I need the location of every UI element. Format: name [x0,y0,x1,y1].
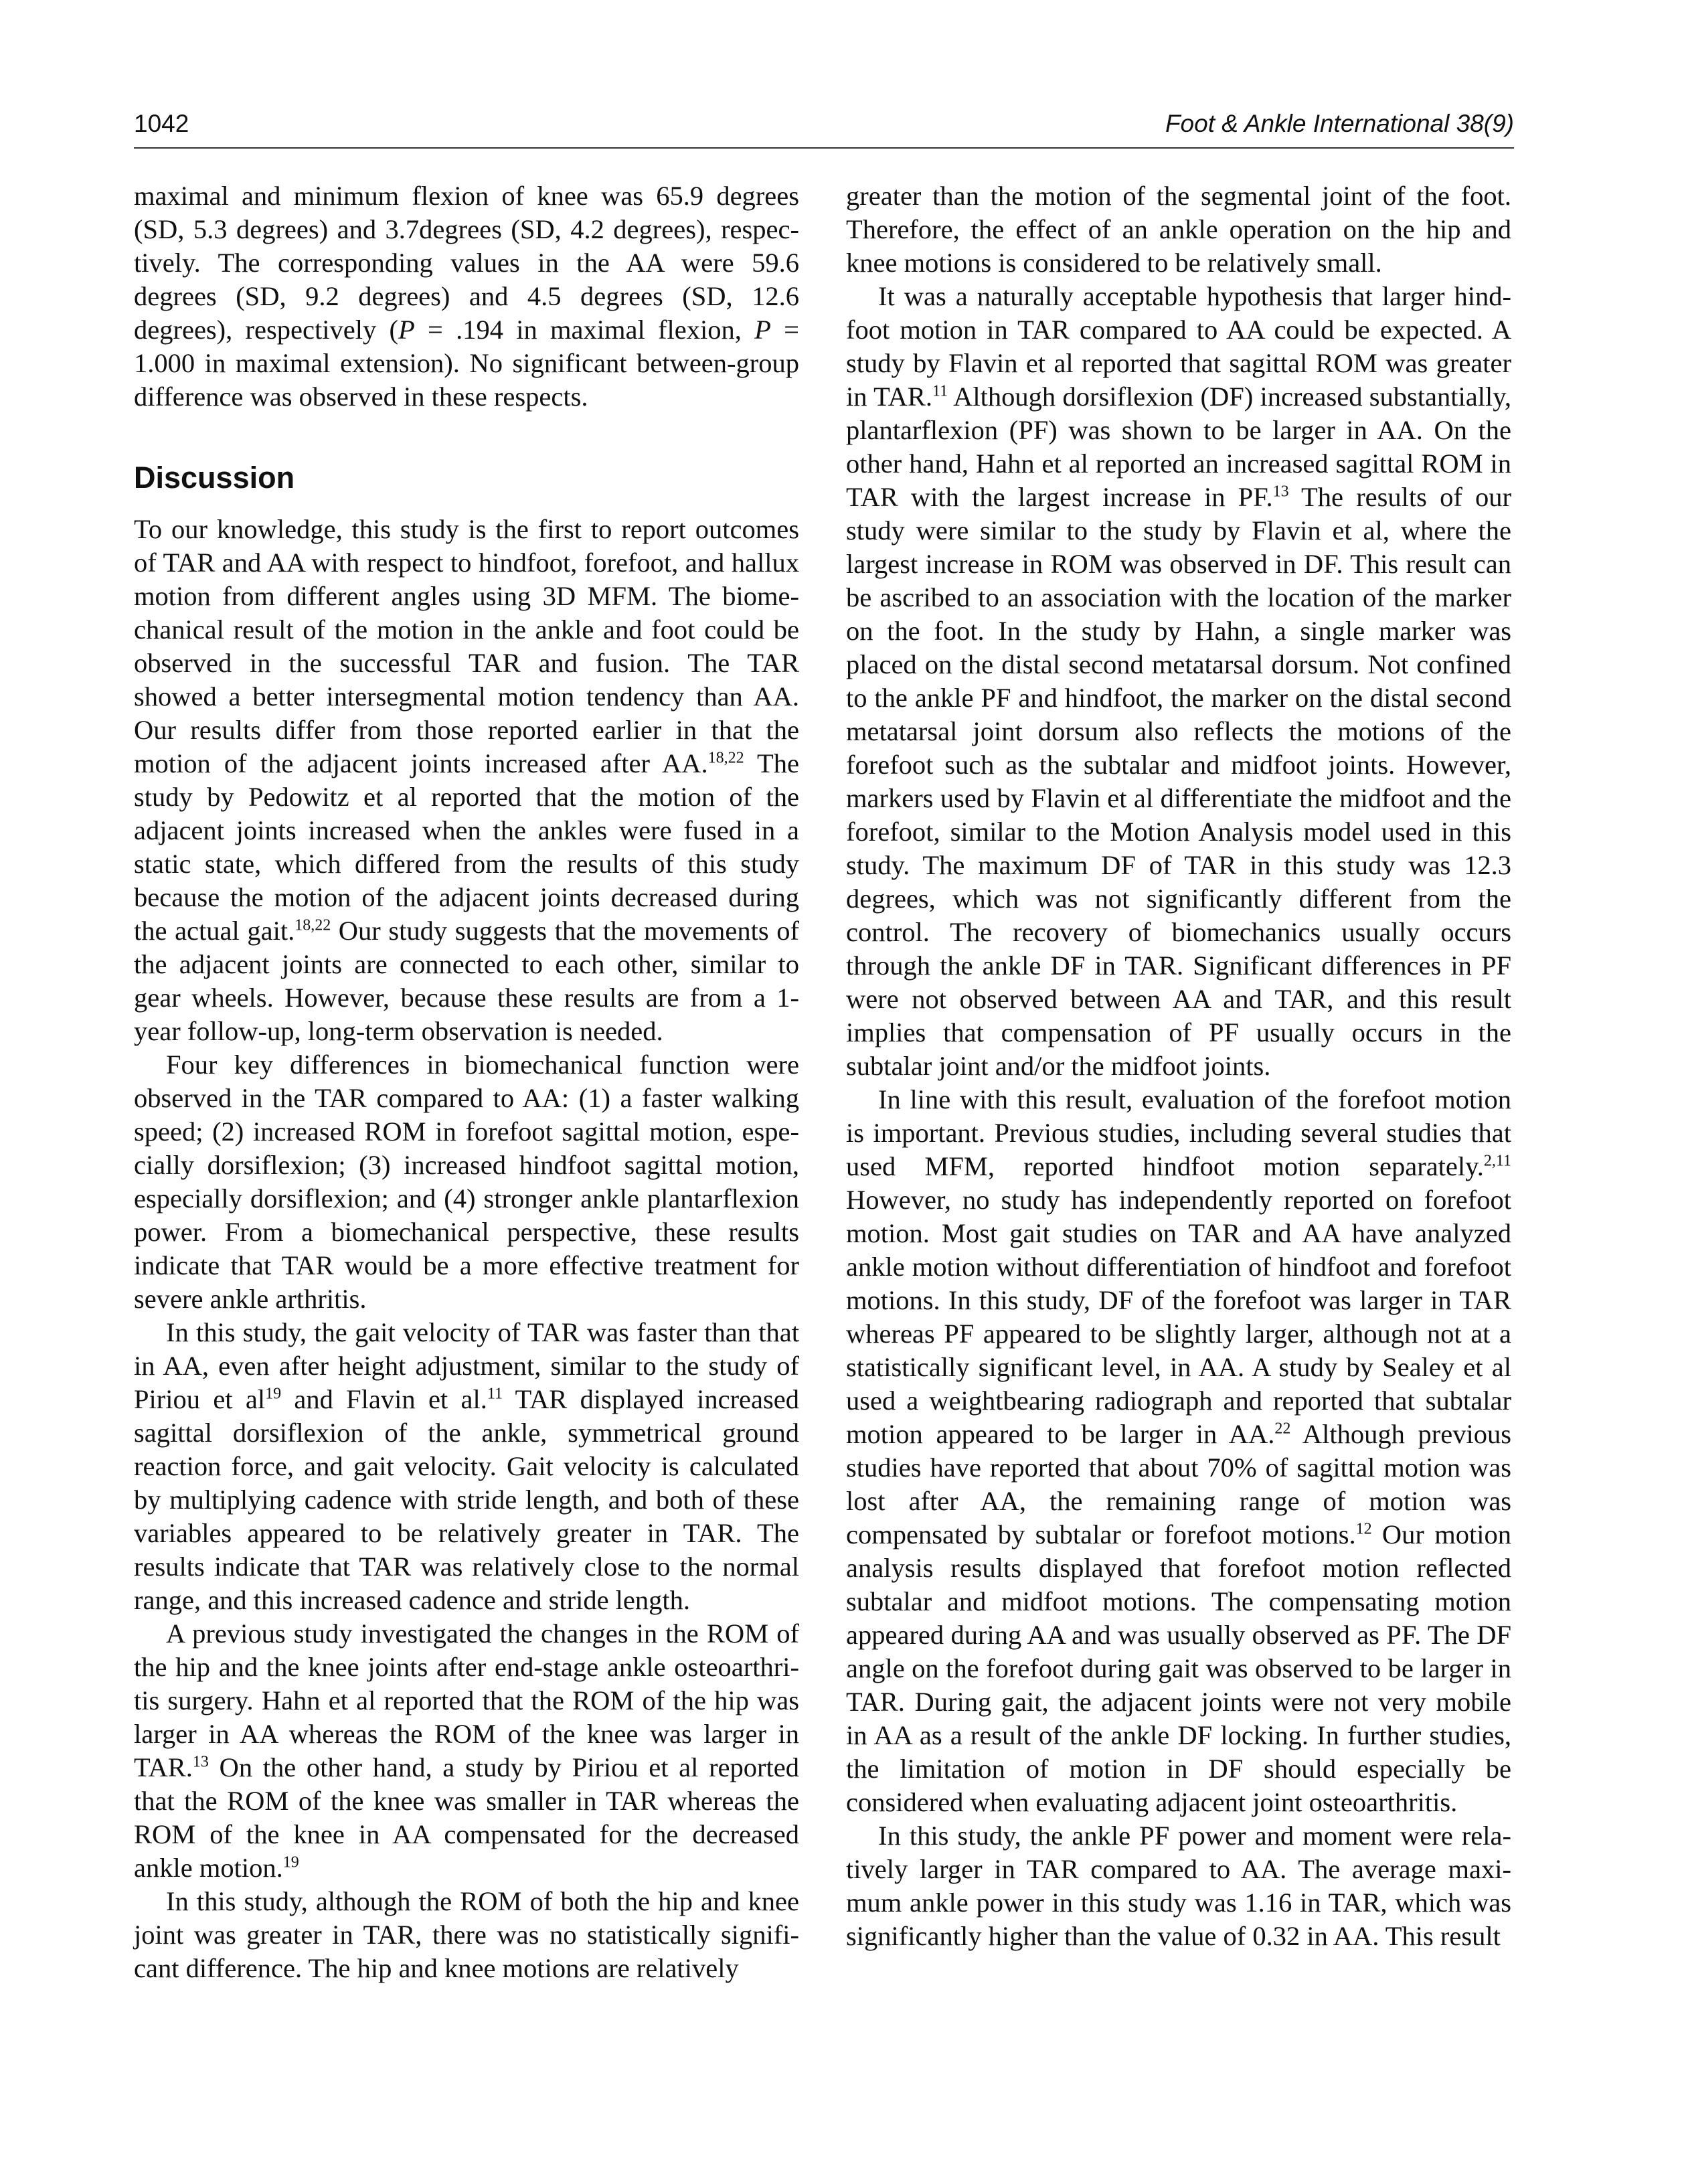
paragraph-results-knee: maximal and minimum flexion of knee was 65.9 degrees (SD, 5.3 degrees) and 3.7degrees (SD, 4.2 degrees), respectively. The corresponding values in the AA were 59.6 degrees (SD, 9.2 degrees) and 4.5 degrees (SD, 12.6 degrees), respectively (P = .194 in maximal flexion, P = 1.000 in maximal extension). No significant between-group difference was observed in these respects. [134,181,800,412]
journal-title: Foot & Ankle International 38(9) [1165,110,1514,137]
left-column [134,179,799,1985]
paragraph-discussion-intro: To our knowledge, this study is the first to report outcomes of TAR and AA with respect to hindfoot, forefoot, and hallux motion from different angles using 3D MFM. The biomechanical result of the motion in the ankle and foot could be observed in the successful TAR and fusion. The TAR showed a better intersegmental motion tendency than AA. Our results differ from those reported earlier in that the motion of the adjacent joints increased after AA.$^{18,22}$ The study by Pedowitz et al reported that the motion of the adjacent joints increased when the ankles were fused in a static state, which differed from the results of this study because the motion of the adjacent joints decreased during the actual gait.$^{18,22}$ Our study suggests that the movements of the adjacent joints are connected to each other, similar to gear wheels. However, because these results are from a 1-year follow-up, long-term observation is needed. [134,514,800,1046]
citation-ref: 19 [265,1385,282,1403]
paragraph-ankle-power: In this study, the ankle PF power and moment were relatively larger in TAR compared to AA. The average maximum ankle power in this study was 1.16 in TAR, which was significantly higher than the value of 0.32 in AA. This result [846,1821,1511,1951]
citation-ref: 19 [282,1853,299,1871]
citation-ref: 13 [192,1753,209,1771]
citation-ref: 12 [1355,1520,1372,1538]
citation-ref: 13 [1272,483,1289,501]
paragraph-segmental-motion: greater than the motion of the segmental joint of the foot. Therefore, the effect of an ankle operation on the hip and knee motions is considered to be relatively small. [846,181,1511,278]
citation-ref: 18,22 [295,916,331,934]
paragraph-hip-knee-motion: In this study, although the ROM of both the hip and knee joint was greater in TAR, there was no statistically significant difference. The hip and knee motions are relatively [134,1886,799,1983]
running-header [134,107,1514,149]
citation-ref: 22 [1274,1420,1291,1438]
paragraph-gait-velocity: In this study, the gait velocity of TAR was faster than that in AA, even after height adjustment, similar to the study of Piriou et $al^{19}$ and Flavin et al.$^{11}$ TAR displayed increased sagittal dorsiflexion of the ankle, symmetrical ground reaction force, and gait velocity. Gait velocity is calculated by multiplying cadence with stride length, and both of these variables appeared to be relatively greater in TAR. The results indicate that TAR was relatively close to the normal range, and this increased cadence and stride length. [134,1317,799,1615]
citation-ref: 18,22 [707,749,744,767]
paragraph-key-differences: Four key differences in biomechanical function were observed in the TAR compared to AA: (1) a faster walking speed; (2) increased ROM in forefoot sagittal motion, especially dorsiflexion; (3) increased hindfoot sagittal motion, especially dorsiflexion; and (4) stronger ankle plantarflexion power. From a biomechanical perspective, these results indicate that TAR would be a more effective treatment for severe ankle arthritis. [134,1049,799,1314]
citation-ref: 11 [487,1385,503,1403]
p-value-symbol: P [398,315,415,345]
page-number: 1042 [134,110,189,137]
citation-ref: 2,11 [1483,1152,1511,1170]
paragraph-hip-knee-rom: A previous study investigated the changes in the ROM of the hip and the knee joints after end-stage ankle osteoarthritis surgery. Hahn et al reported that the ROM of the hip was larger in AA whereas the ROM of the knee was larger in TAR.$^{13}$ On the other hand, a study by Piriou et al reported that the ROM of the knee was smaller in TAR whereas the ROM of the knee in AA compensated for the decreased ankle motion.$^{19}$ [134,1618,799,1883]
p-value-symbol: P [754,315,771,345]
section-heading-discussion: Discussion [134,460,295,495]
paragraph-forefoot-motion: In line with this result, evaluation of the forefoot motion is important. Previous studies, including several studies that used MFM, reported hindfoot motion separately.$^{2,11}$ However, no study has independently reported on forefoot motion. Most gait studies on TAR and AA have analyzed ankle motion without differentiation of hindfoot and forefoot motions. In this study, DF of the forefoot was larger in TAR whereas PF appeared to be slightly larger, although not at a statistically significant level, in AA. A study by Sealey et al used a weightbearing radiograph and reported that subtalar motion appeared to be larger in AA.$^{22}$ Although previous studies have reported that about 70% of sagittal motion was lost after AA, the remaining range of motion was compensated by subtalar or forefoot motions.$^{12}$ Our motion analysis results displayed that forefoot motion reflected subtalar and midfoot motions. The compensating motion appeared during AA and was usually observed as PF. The DF angle on the forefoot during gait was observed to be larger in TAR. During gait, the adjacent joints were not very mobile in AA as a result of the ankle DF locking. In further studies, the limitation of motion in DF should especially be considered when evaluating adjacent joint osteoarthritis. [846,1084,1511,1817]
right-column [846,179,1511,1953]
citation-ref: 11 [932,382,948,400]
paragraph-hindfoot-hypothesis: It was a naturally acceptable hypothesis that larger hindfoot motion in TAR compared to AA could be expected. A study by Flavin et al reported that sagittal ROM was greater in TAR.$^{11}$ Although dorsiflexion (DF) increased substantially, plantarflexion (PF) was shown to be larger in AA. On the other hand, Hahn et al reported an increased sagittal ROM in TAR with the largest increase in PF.$^{13}$ The results of our study were similar to the study by Flavin et al, where the largest increase in ROM was observed in DF. This result can be ascribed to an association with the location of the marker on the foot. In the study by Hahn, a single marker was placed on the distal second metatarsal dorsum. Not confined to the ankle PF and hindfoot, the marker on the distal second metatarsal joint dorsum also reflects the motions of the forefoot such as the subtalar and midfoot joints. However, markers used by Flavin et al differentiate the midfoot and the forefoot, similar to the Motion Analysis model used in this study. The maximum DF of TAR in this study was 12.3 degrees, which was not significantly different from the control. The recovery of biomechanics usually occurs through the ankle DF in TAR. Significant differences in PF were not observed between AA and TAR, and this result implies that compensation of PF usually occurs in the subtalar joint and/or the midfoot joints. [846,281,1512,1081]
